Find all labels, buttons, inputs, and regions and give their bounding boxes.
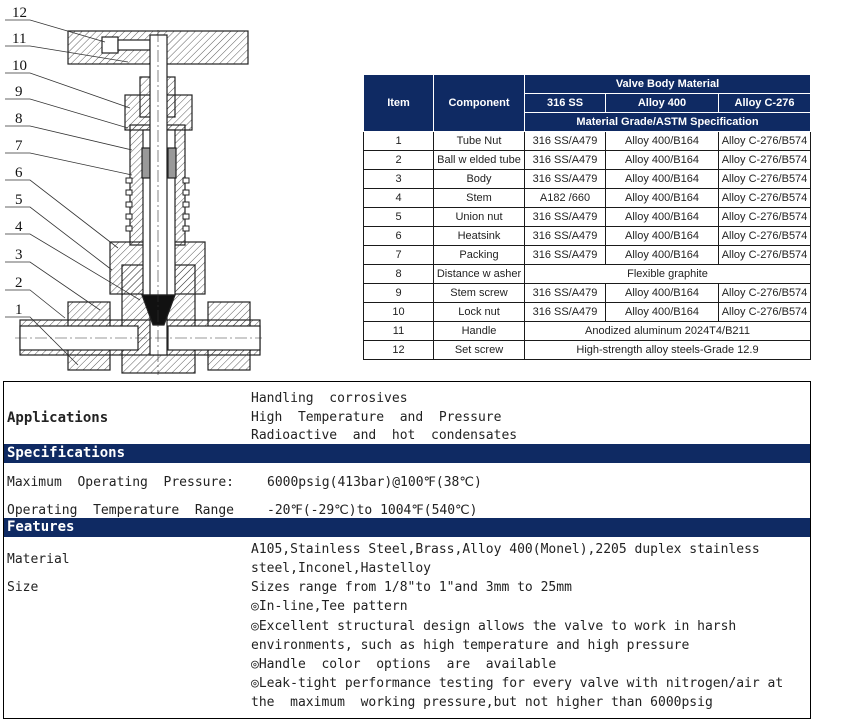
cell-c276: Alloy C-276/B574	[719, 132, 811, 151]
cell-a400: Alloy 400/B164	[606, 227, 719, 246]
specification-box	[3, 381, 811, 719]
size-label: Size	[7, 580, 39, 595]
material-value: A105,Stainless Steel,Brass,Alloy 400(Monel),2205 duplex stainless	[251, 542, 760, 557]
cell-a400: Alloy 400/B164	[606, 170, 719, 189]
cell-a400: Alloy 400/B164	[606, 208, 719, 227]
size-value: Sizes range from 1/8"to 1"and 3mm to 25mm	[251, 580, 572, 595]
callout-2: 2	[15, 275, 23, 291]
cell-component: Body	[434, 170, 525, 189]
application-item: Handling corrosives	[251, 391, 408, 406]
cell-item: 8	[364, 265, 434, 284]
cell-item: 5	[364, 208, 434, 227]
feature-item: ◎Handle color options are available	[251, 657, 557, 672]
cell-item: 2	[364, 151, 434, 170]
cell-ss: 316 SS/A479	[525, 284, 606, 303]
cell-component: Distance w asher	[434, 265, 525, 284]
cell-ss: 316 SS/A479	[525, 246, 606, 265]
temp-range-value: -20℉(-29℃)to 1004℉(540℃)	[267, 503, 478, 518]
callout-1: 1	[15, 302, 23, 318]
material-label: Material	[7, 552, 70, 567]
cell-a400: Alloy 400/B164	[606, 151, 719, 170]
callout-7: 7	[15, 138, 23, 154]
cell-component: Handle	[434, 322, 525, 341]
table-row	[364, 284, 811, 303]
cell-a400: Alloy 400/B164	[606, 246, 719, 265]
valve-cross-section-drawing	[0, 0, 265, 380]
cell-component: Packing	[434, 246, 525, 265]
cell-ss: 316 SS/A479	[525, 227, 606, 246]
callout-5: 5	[15, 192, 23, 208]
cell-ss: 316 SS/A479	[525, 303, 606, 322]
table-row	[364, 265, 811, 284]
material-value: steel,Inconel,Hastelloy	[251, 561, 432, 576]
table-row	[364, 132, 811, 151]
table-row	[364, 303, 811, 322]
header-alloy400: Alloy 400	[606, 94, 719, 113]
callout-10: 10	[12, 58, 27, 74]
cell-item: 6	[364, 227, 434, 246]
cell-merged: High-strength alloy steels-Grade 12.9	[525, 341, 811, 360]
cell-item: 3	[364, 170, 434, 189]
cell-component: Heatsink	[434, 227, 525, 246]
max-pressure-value: 6000psig(413bar)@100℉(38℃)	[267, 475, 482, 490]
packing	[142, 148, 150, 178]
cell-a400: Alloy 400/B164	[606, 303, 719, 322]
materials-table	[363, 74, 811, 360]
header-grade: Material Grade/ASTM Specification	[525, 113, 811, 132]
max-pressure-label: Maximum Operating Pressure:	[7, 475, 234, 490]
callout-9: 9	[15, 84, 23, 100]
header-item: Item	[364, 75, 434, 132]
header-component: Component	[434, 75, 525, 132]
cell-item: 7	[364, 246, 434, 265]
cell-a400: Alloy 400/B164	[606, 189, 719, 208]
cell-ss: A182 /660	[525, 189, 606, 208]
features-header: Features	[4, 518, 810, 537]
cell-component: Stem	[434, 189, 525, 208]
cell-ss: 316 SS/A479	[525, 151, 606, 170]
callout-11: 11	[12, 31, 27, 47]
cell-component: Union nut	[434, 208, 525, 227]
cell-a400: Alloy 400/B164	[606, 132, 719, 151]
header-valve-body-material: Valve Body Material	[525, 75, 811, 94]
callout-12: 12	[12, 5, 27, 21]
application-item: High Temperature and Pressure	[251, 410, 502, 425]
application-item: Radioactive and hot condensates	[251, 428, 518, 443]
table-row	[364, 227, 811, 246]
cell-c276: Alloy C-276/B574	[719, 303, 811, 322]
table-row	[364, 151, 811, 170]
table-row	[364, 189, 811, 208]
callout-6: 6	[15, 165, 23, 181]
table-row	[364, 208, 811, 227]
cell-component: Tube Nut	[434, 132, 525, 151]
header-316ss: 316 SS	[525, 94, 606, 113]
cell-c276: Alloy C-276/B574	[719, 246, 811, 265]
applications-label: Applications	[7, 410, 109, 426]
cell-component: Stem screw	[434, 284, 525, 303]
feature-item: ◎Leak-tight performance testing for every valve with nitrogen/air at	[251, 676, 784, 691]
cell-c276: Alloy C-276/B574	[719, 170, 811, 189]
cell-c276: Alloy C-276/B574	[719, 208, 811, 227]
cell-item: 9	[364, 284, 434, 303]
table-row	[364, 341, 811, 360]
feature-item: environments, such as high temperature and high pressure	[251, 638, 690, 653]
cell-merged: Anodized aluminum 2024T4/B211	[525, 322, 811, 341]
feature-item: the maximum working pressure,but not higher than 6000psig	[251, 695, 713, 710]
callout-4: 4	[15, 219, 23, 235]
cell-component: Ball w elded tube	[434, 151, 525, 170]
cell-c276: Alloy C-276/B574	[719, 284, 811, 303]
table-row	[364, 170, 811, 189]
feature-item: ◎Excellent structural design allows the valve to work in harsh	[251, 619, 737, 634]
cell-item: 10	[364, 303, 434, 322]
cell-a400: Alloy 400/B164	[606, 284, 719, 303]
cell-item: 1	[364, 132, 434, 151]
feature-item: ◎In-line,Tee pattern	[251, 599, 408, 614]
callout-8: 8	[15, 111, 23, 127]
cell-ss: 316 SS/A479	[525, 132, 606, 151]
cell-item: 4	[364, 189, 434, 208]
cell-c276: Alloy C-276/B574	[719, 227, 811, 246]
specifications-header: Specifications	[4, 444, 810, 463]
cell-ss: 316 SS/A479	[525, 170, 606, 189]
header-c276: Alloy C-276	[719, 94, 811, 113]
cell-component: Lock nut	[434, 303, 525, 322]
cell-component: Set screw	[434, 341, 525, 360]
cell-ss: 316 SS/A479	[525, 208, 606, 227]
cell-c276: Alloy C-276/B574	[719, 189, 811, 208]
cell-item: 12	[364, 341, 434, 360]
callout-3: 3	[15, 247, 23, 263]
stem	[150, 35, 167, 295]
temp-range-label: Operating Temperature Range	[7, 503, 234, 518]
cell-merged: Flexible graphite	[525, 265, 811, 284]
cell-item: 11	[364, 322, 434, 341]
table-row	[364, 322, 811, 341]
table-row	[364, 246, 811, 265]
cell-c276: Alloy C-276/B574	[719, 151, 811, 170]
